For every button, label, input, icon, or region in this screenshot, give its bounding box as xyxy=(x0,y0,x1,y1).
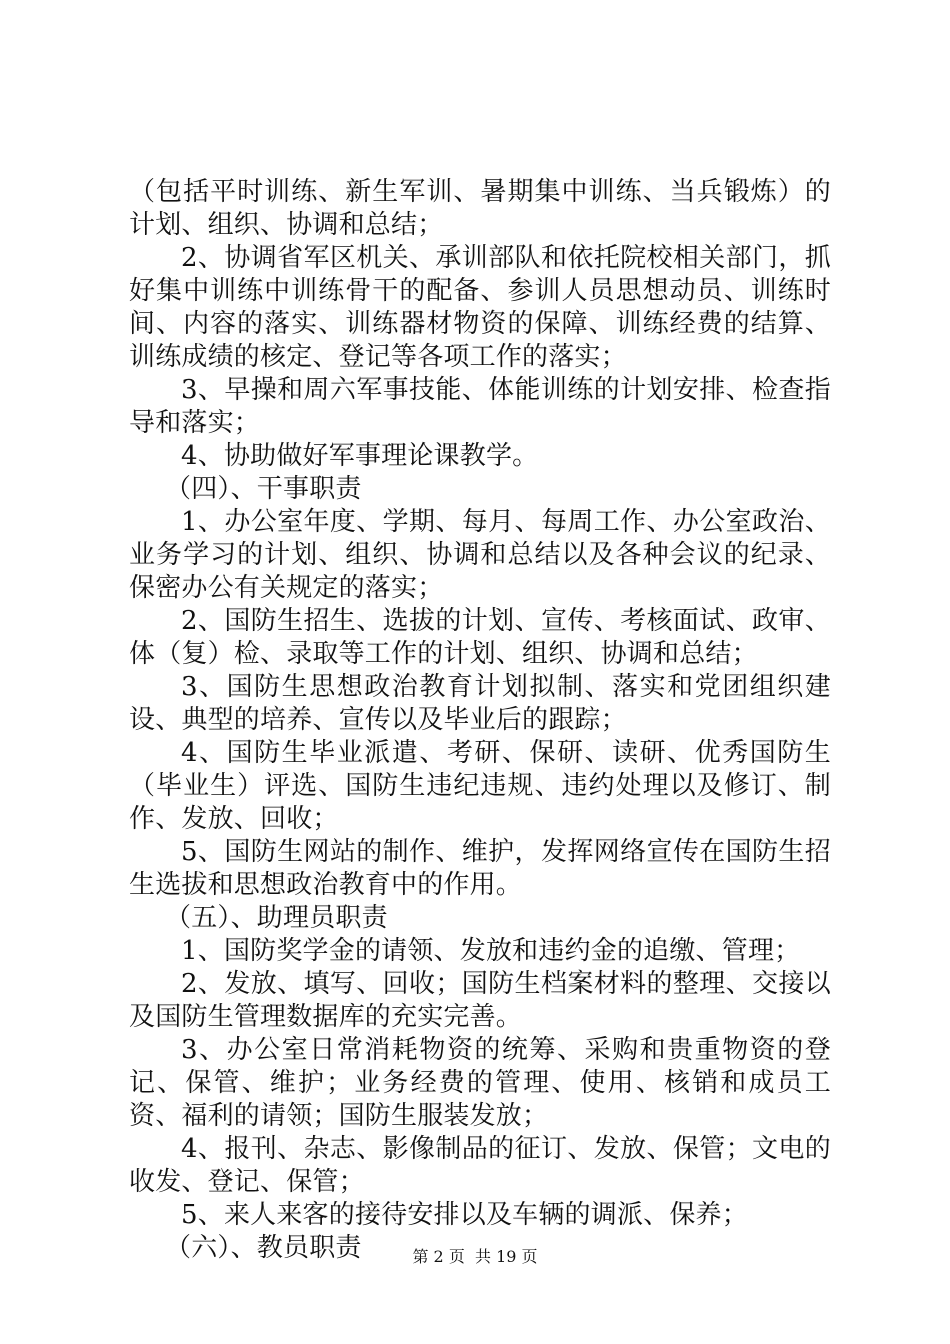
document-body xyxy=(129,176,831,1265)
paragraph-16: 5、来人来客的接待安排以及车辆的调派、保养； xyxy=(181,1200,748,1230)
paragraph-13: 2、发放、填写、回收；国防生档案材料的整理、交接以及国防生管理数据库的充实完善。 xyxy=(129,969,831,1032)
paragraph-3: 3、早操和周六军事技能、体能训练的计划安排、检查指导和落实； xyxy=(129,375,831,438)
paragraph-7: 2、国防生招生、选拔的计划、宣传、考核面试、政审、体（复）检、录取等工作的计划、组织、协调和总结； xyxy=(129,606,831,669)
paragraph-1: （包括平时训练、新生军训、暑期集中训练、当兵锻炼）的计划、组织、协调和总结； xyxy=(129,177,831,240)
paragraph-10: 5、国防生网站的制作、维护，发挥网络宣传在国防生招生选拔和思想政治教育中的作用。 xyxy=(129,837,831,900)
paragraph-15: 4、报刊、杂志、影像制品的征订、发放、保管；文电的收发、登记、保管； xyxy=(129,1134,831,1197)
section-heading-6: （六）、教员职责 xyxy=(165,1233,362,1263)
paragraph-14: 3、办公室日常消耗物资的统筹、采购和贵重物资的登记、保管、维护；业务经费的管理、使用、核销和成员工资、福利的请领；国防生服装发放； xyxy=(129,1035,831,1131)
paragraph-9: 4、国防生毕业派遣、考研、保研、读研、优秀国防生（毕业生）评选、国防生违纪违规、违约处理以及修订、制作、发放、回收； xyxy=(129,738,831,834)
paragraph-12: 1、国防奖学金的请领、发放和违约金的追缴、管理； xyxy=(181,936,801,966)
page-footer: 第 2 页 共 19 页 xyxy=(412,1247,538,1266)
paragraph-8: 3、国防生思想政治教育计划拟制、落实和党团组织建设、典型的培养、宣传以及毕业后的跟踪； xyxy=(129,672,831,735)
paragraph-6: 1、办公室年度、学期、每月、每周工作、办公室政治、业务学习的计划、组织、协调和总结以及各种会议的纪录、保密办公有关规定的落实； xyxy=(129,507,831,603)
paragraph-4: 4、协助做好军事理论课教学。 xyxy=(181,441,539,471)
paragraph-2: 2、协调省军区机关、承训部队和依托院校相关部门，抓好集中训练中训练骨干的配备、参训人员思想动员、训练时间、内容的落实、训练器材物资的保障、训练经费的结算、训练成绩的核定、登记等各项工作的落实； xyxy=(129,243,831,372)
section-heading-4: （四）、干事职责 xyxy=(165,474,362,504)
section-heading-5: （五）、助理员职责 xyxy=(165,903,388,933)
